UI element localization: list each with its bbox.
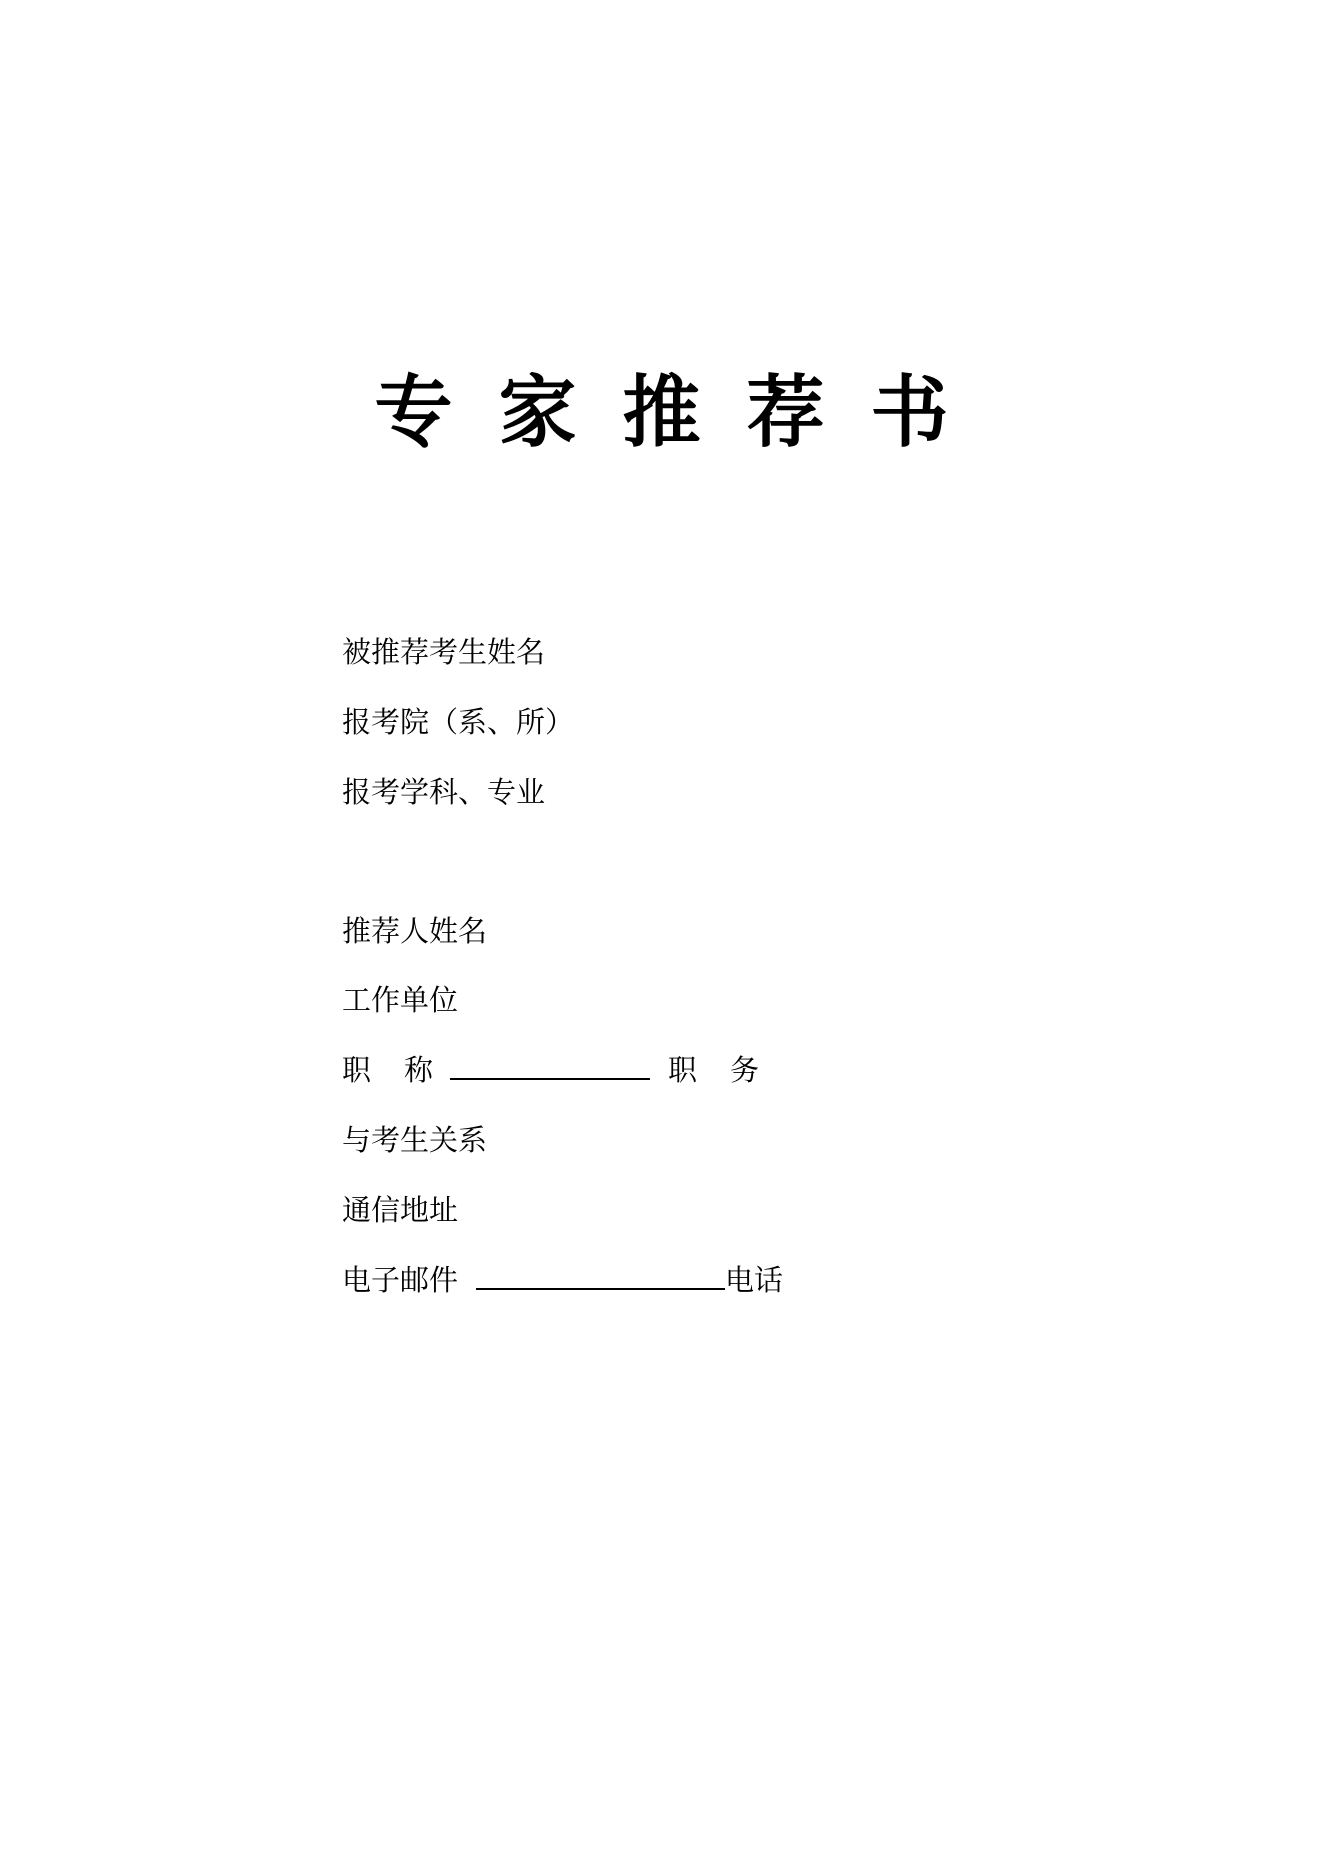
position-label-char1: 职: [668, 1053, 698, 1087]
applied-department-label: 报考院（系、所）: [342, 705, 575, 739]
position-label-char2: 务: [730, 1053, 760, 1087]
work-unit-label: 工作单位: [342, 983, 459, 1017]
document-title: 专家推荐书: [374, 368, 995, 458]
candidate-name-label: 被推荐考生姓名: [342, 635, 546, 669]
title-blank-line: [450, 1076, 650, 1080]
recommender-name-label: 推荐人姓名: [342, 914, 488, 948]
title-label-char1: 职: [342, 1053, 372, 1087]
title-position-row: [342, 1050, 759, 1090]
email-label: 电子邮件: [342, 1263, 459, 1297]
applied-discipline-label: 报考学科、专业: [342, 775, 546, 809]
address-label: 通信地址: [342, 1193, 459, 1227]
email-blank-line: [476, 1286, 725, 1290]
email-phone-row: [342, 1260, 783, 1300]
title-label-char2: 称: [404, 1053, 434, 1087]
relationship-label: 与考生关系: [342, 1123, 488, 1157]
phone-label: 电话: [725, 1263, 784, 1297]
